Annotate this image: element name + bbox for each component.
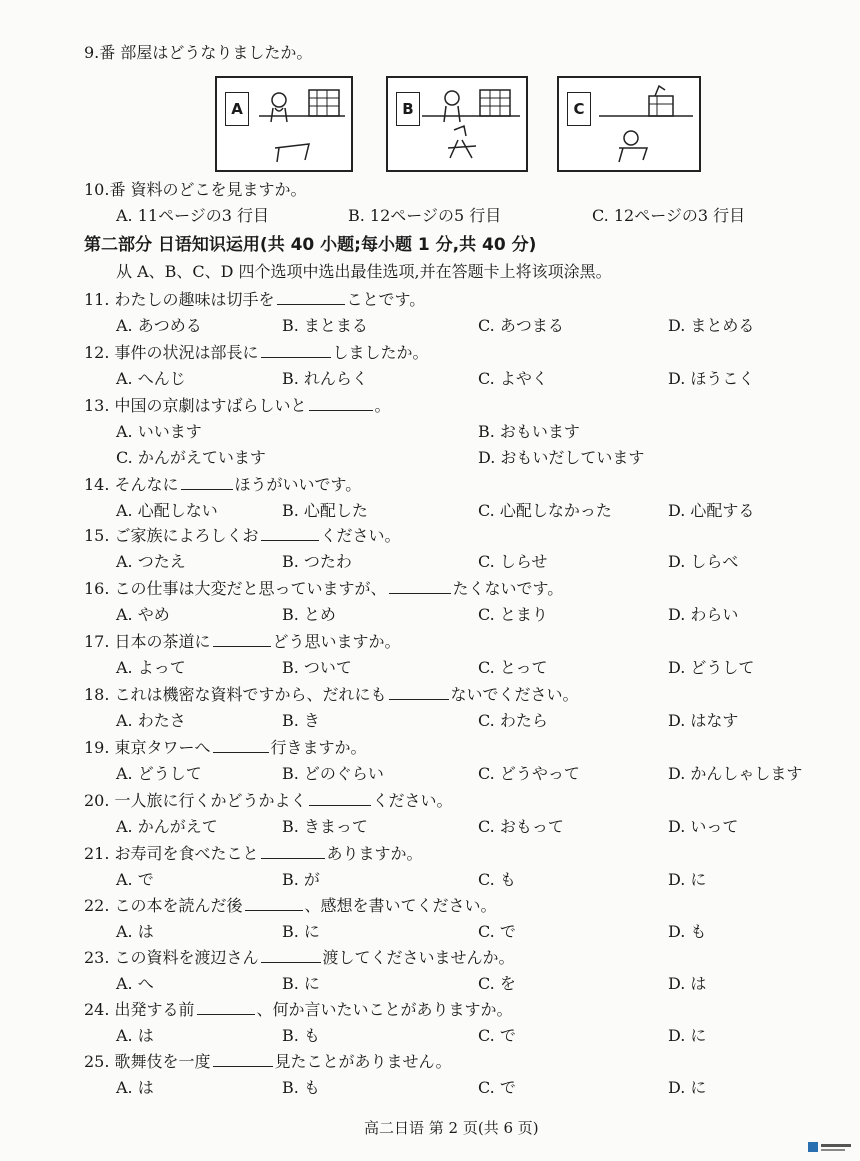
- question-25-option-b: B. も: [282, 1078, 320, 1097]
- question-20-option-a: A. かんがえて: [116, 817, 218, 836]
- question-12-option-d: D. ほうこく: [668, 369, 755, 388]
- question-17-text-after: どう思いますか。: [272, 632, 401, 651]
- question-19-text-before: 19. 東京タワーへ: [84, 738, 211, 757]
- question-16-option-d: D. わらい: [668, 605, 739, 624]
- question-13-text-before: 13. 中国の京劇はすばらしいと: [84, 396, 307, 415]
- question-23-option-d: D. は: [668, 974, 707, 993]
- question-13-option-a: A. いいます: [116, 422, 202, 441]
- question-15-text-after: ください。: [320, 526, 401, 545]
- question-23-blank: [261, 948, 321, 963]
- question-11-option-a: A. あつめる: [116, 316, 202, 335]
- section-2-instruction: 从 A、B、C、D 四个选项中选出最佳选项,并在答题卡上将该项涂黑。: [116, 262, 612, 281]
- question-16-blank: [389, 579, 451, 594]
- question-24-text-after: 、何か言いたいことがありますか。: [256, 1000, 513, 1019]
- question-25-stem: [84, 1049, 452, 1072]
- picture-a-label: A: [225, 92, 249, 126]
- question-12-option-c: C. よやく: [478, 369, 548, 388]
- picture-b: [386, 76, 528, 172]
- question-12-option-a: A. へんじ: [116, 369, 186, 388]
- question-16-text-before: 16. この仕事は大変だと思っていますが、: [84, 579, 387, 598]
- question-18-stem: [84, 682, 579, 705]
- question-21-text-after: ありますか。: [326, 844, 423, 863]
- question-14-stem: [84, 472, 361, 495]
- question-18-option-c: C. わたら: [478, 711, 548, 730]
- question-14-option-d: D. 心配する: [668, 501, 755, 520]
- question-16-option-b: B. とめ: [282, 605, 336, 624]
- question-12-blank: [261, 343, 331, 358]
- question-24-blank: [197, 1000, 255, 1015]
- question-11-stem: [84, 287, 425, 310]
- question-21-stem: [84, 841, 423, 864]
- question-13-option-c: C. かんがえています: [116, 448, 266, 467]
- question-22-stem: [84, 893, 497, 916]
- question-22-text-before: 22. この本を読んだ後: [84, 896, 243, 915]
- question-11-text-after: ことです。: [346, 290, 426, 309]
- question-24-option-b: B. も: [282, 1026, 320, 1045]
- question-24-option-c: C. で: [478, 1026, 516, 1045]
- question-13-option-d: D. おもいだしています: [478, 448, 645, 467]
- question-17-option-c: C. とって: [478, 658, 548, 677]
- question-17-option-b: B. ついて: [282, 658, 352, 677]
- question-16-option-a: A. やめ: [116, 605, 170, 624]
- question-25-text-after: 見たことがありません。: [274, 1052, 452, 1071]
- question-14-option-b: B. 心配した: [282, 501, 368, 520]
- question-19-option-a: A. どうして: [116, 764, 202, 783]
- question-22-blank: [245, 896, 303, 911]
- question-11-text-before: 11. わたしの趣味は切手を: [84, 290, 275, 309]
- question-15-option-c: C. しらせ: [478, 552, 548, 571]
- question-19-text-after: 行きますか。: [270, 738, 367, 757]
- question-19-option-c: C. どうやって: [478, 764, 580, 783]
- question-20-text-before: 20. 一人旅に行くかどうかよく: [84, 791, 307, 810]
- question-11-option-d: D. まとめる: [668, 316, 755, 335]
- picture-c: [557, 76, 701, 172]
- question-24-option-a: A. は: [116, 1026, 154, 1045]
- question-25-option-a: A. は: [116, 1078, 154, 1097]
- question-18-option-a: A. わたさ: [116, 711, 186, 730]
- room-sketch-b: [388, 78, 526, 170]
- question-13-blank: [309, 396, 373, 411]
- question-23-text-after: 渡してくださいませんか。: [322, 948, 515, 967]
- question-22-option-c: C. で: [478, 922, 516, 941]
- question-23-option-b: B. に: [282, 974, 320, 993]
- question-10-option-c: C. 12ページの3 行目: [592, 206, 746, 225]
- question-19-stem: [84, 735, 367, 758]
- question-12-stem: [84, 340, 429, 363]
- room-sketch-a: [217, 78, 351, 170]
- question-25-option-d: D. に: [668, 1078, 707, 1097]
- question-14-option-c: C. 心配しなかった: [478, 501, 612, 520]
- question-22-option-b: B. に: [282, 922, 320, 941]
- question-17-text-before: 17. 日本の茶道に: [84, 632, 211, 651]
- question-20-blank: [309, 791, 371, 806]
- question-14-text-before: 14. そんなに: [84, 475, 179, 494]
- question-23-option-c: C. を: [478, 974, 516, 993]
- page-footer: 高二日语 第 2 页(共 6 页): [364, 1119, 539, 1137]
- question-12-text-after: しましたか。: [332, 343, 429, 362]
- question-20-option-c: C. おもって: [478, 817, 564, 836]
- section-2-title: 第二部分 日语知识运用(共 40 小题;每小题 1 分,共 40 分): [84, 235, 537, 255]
- question-15-blank: [261, 526, 319, 541]
- question-17-blank: [213, 632, 271, 647]
- question-10-stem: 10.番 資料のどこを見ますか。: [84, 180, 307, 199]
- question-20-option-b: B. きまって: [282, 817, 368, 836]
- question-18-option-b: B. き: [282, 711, 320, 730]
- question-18-text-before: 18. これは機密な資料ですから、だれにも: [84, 685, 387, 704]
- question-23-stem: [84, 945, 515, 968]
- question-20-stem: [84, 788, 453, 811]
- picture-a: [215, 76, 353, 172]
- question-15-stem: [84, 523, 401, 546]
- question-22-option-a: A. は: [116, 922, 154, 941]
- question-13-stem: [84, 393, 391, 416]
- question-19-option-d: D. かんしゃします: [668, 764, 803, 783]
- question-15-option-a: A. つたえ: [116, 552, 186, 571]
- question-21-option-a: A. で: [116, 870, 154, 889]
- question-23-text-before: 23. この資料を渡辺さん: [84, 948, 259, 967]
- question-25-text-before: 25. 歌舞伎を一度: [84, 1052, 211, 1071]
- question-20-text-after: ください。: [372, 791, 453, 810]
- question-20-option-d: D. いって: [668, 817, 739, 836]
- question-9-stem: 9.番 部屋はどうなりましたか。: [84, 43, 313, 62]
- question-16-option-c: C. とまり: [478, 605, 548, 624]
- question-17-stem: [84, 629, 401, 652]
- picture-c-label: C: [567, 92, 591, 126]
- question-11-option-b: B. まとまる: [282, 316, 368, 335]
- question-25-blank: [213, 1052, 273, 1067]
- question-17-option-d: D. どうして: [668, 658, 755, 677]
- question-16-text-after: たくないです。: [452, 579, 564, 598]
- question-24-option-d: D. に: [668, 1026, 707, 1045]
- question-14-option-a: A. 心配しない: [116, 501, 218, 520]
- question-12-text-before: 12. 事件の状況は部長に: [84, 343, 259, 362]
- question-24-text-before: 24. 出発する前: [84, 1000, 195, 1019]
- question-22-text-after: 、感想を書いてください。: [304, 896, 497, 915]
- question-21-option-d: D. に: [668, 870, 707, 889]
- question-12-option-b: B. れんらく: [282, 369, 368, 388]
- picture-b-label: B: [396, 92, 420, 126]
- question-17-option-a: A. よって: [116, 658, 186, 677]
- question-18-option-d: D. はなす: [668, 711, 739, 730]
- question-21-text-before: 21. お寿司を食べたこと: [84, 844, 259, 863]
- question-21-option-b: B. が: [282, 870, 320, 889]
- room-sketch-c: [559, 78, 699, 170]
- question-18-text-after: ないでください。: [450, 685, 579, 704]
- question-14-text-after: ほうがいいです。: [234, 475, 362, 494]
- question-15-option-b: B. つたわ: [282, 552, 352, 571]
- question-10-option-a: A. 11ページの3 行目: [116, 206, 270, 225]
- question-11-blank: [277, 290, 345, 305]
- question-23-option-a: A. へ: [116, 974, 154, 993]
- question-13-text-after: 。: [374, 396, 391, 415]
- question-15-option-d: D. しらべ: [668, 552, 739, 571]
- question-18-blank: [389, 685, 449, 700]
- publisher-logo: [808, 1141, 852, 1155]
- question-21-blank: [261, 844, 325, 859]
- question-22-option-d: D. も: [668, 922, 707, 941]
- question-10-option-b: B. 12ページの5 行目: [348, 206, 502, 225]
- question-24-stem: [84, 997, 513, 1020]
- question-19-option-b: B. どのぐらい: [282, 764, 384, 783]
- question-21-option-c: C. も: [478, 870, 516, 889]
- question-13-option-b: B. おもいます: [478, 422, 580, 441]
- question-19-blank: [213, 738, 269, 753]
- question-16-stem: [84, 576, 563, 599]
- question-15-text-before: 15. ご家族によろしくお: [84, 526, 259, 545]
- question-11-option-c: C. あつまる: [478, 316, 564, 335]
- question-25-option-c: C. で: [478, 1078, 516, 1097]
- question-14-blank: [181, 475, 233, 490]
